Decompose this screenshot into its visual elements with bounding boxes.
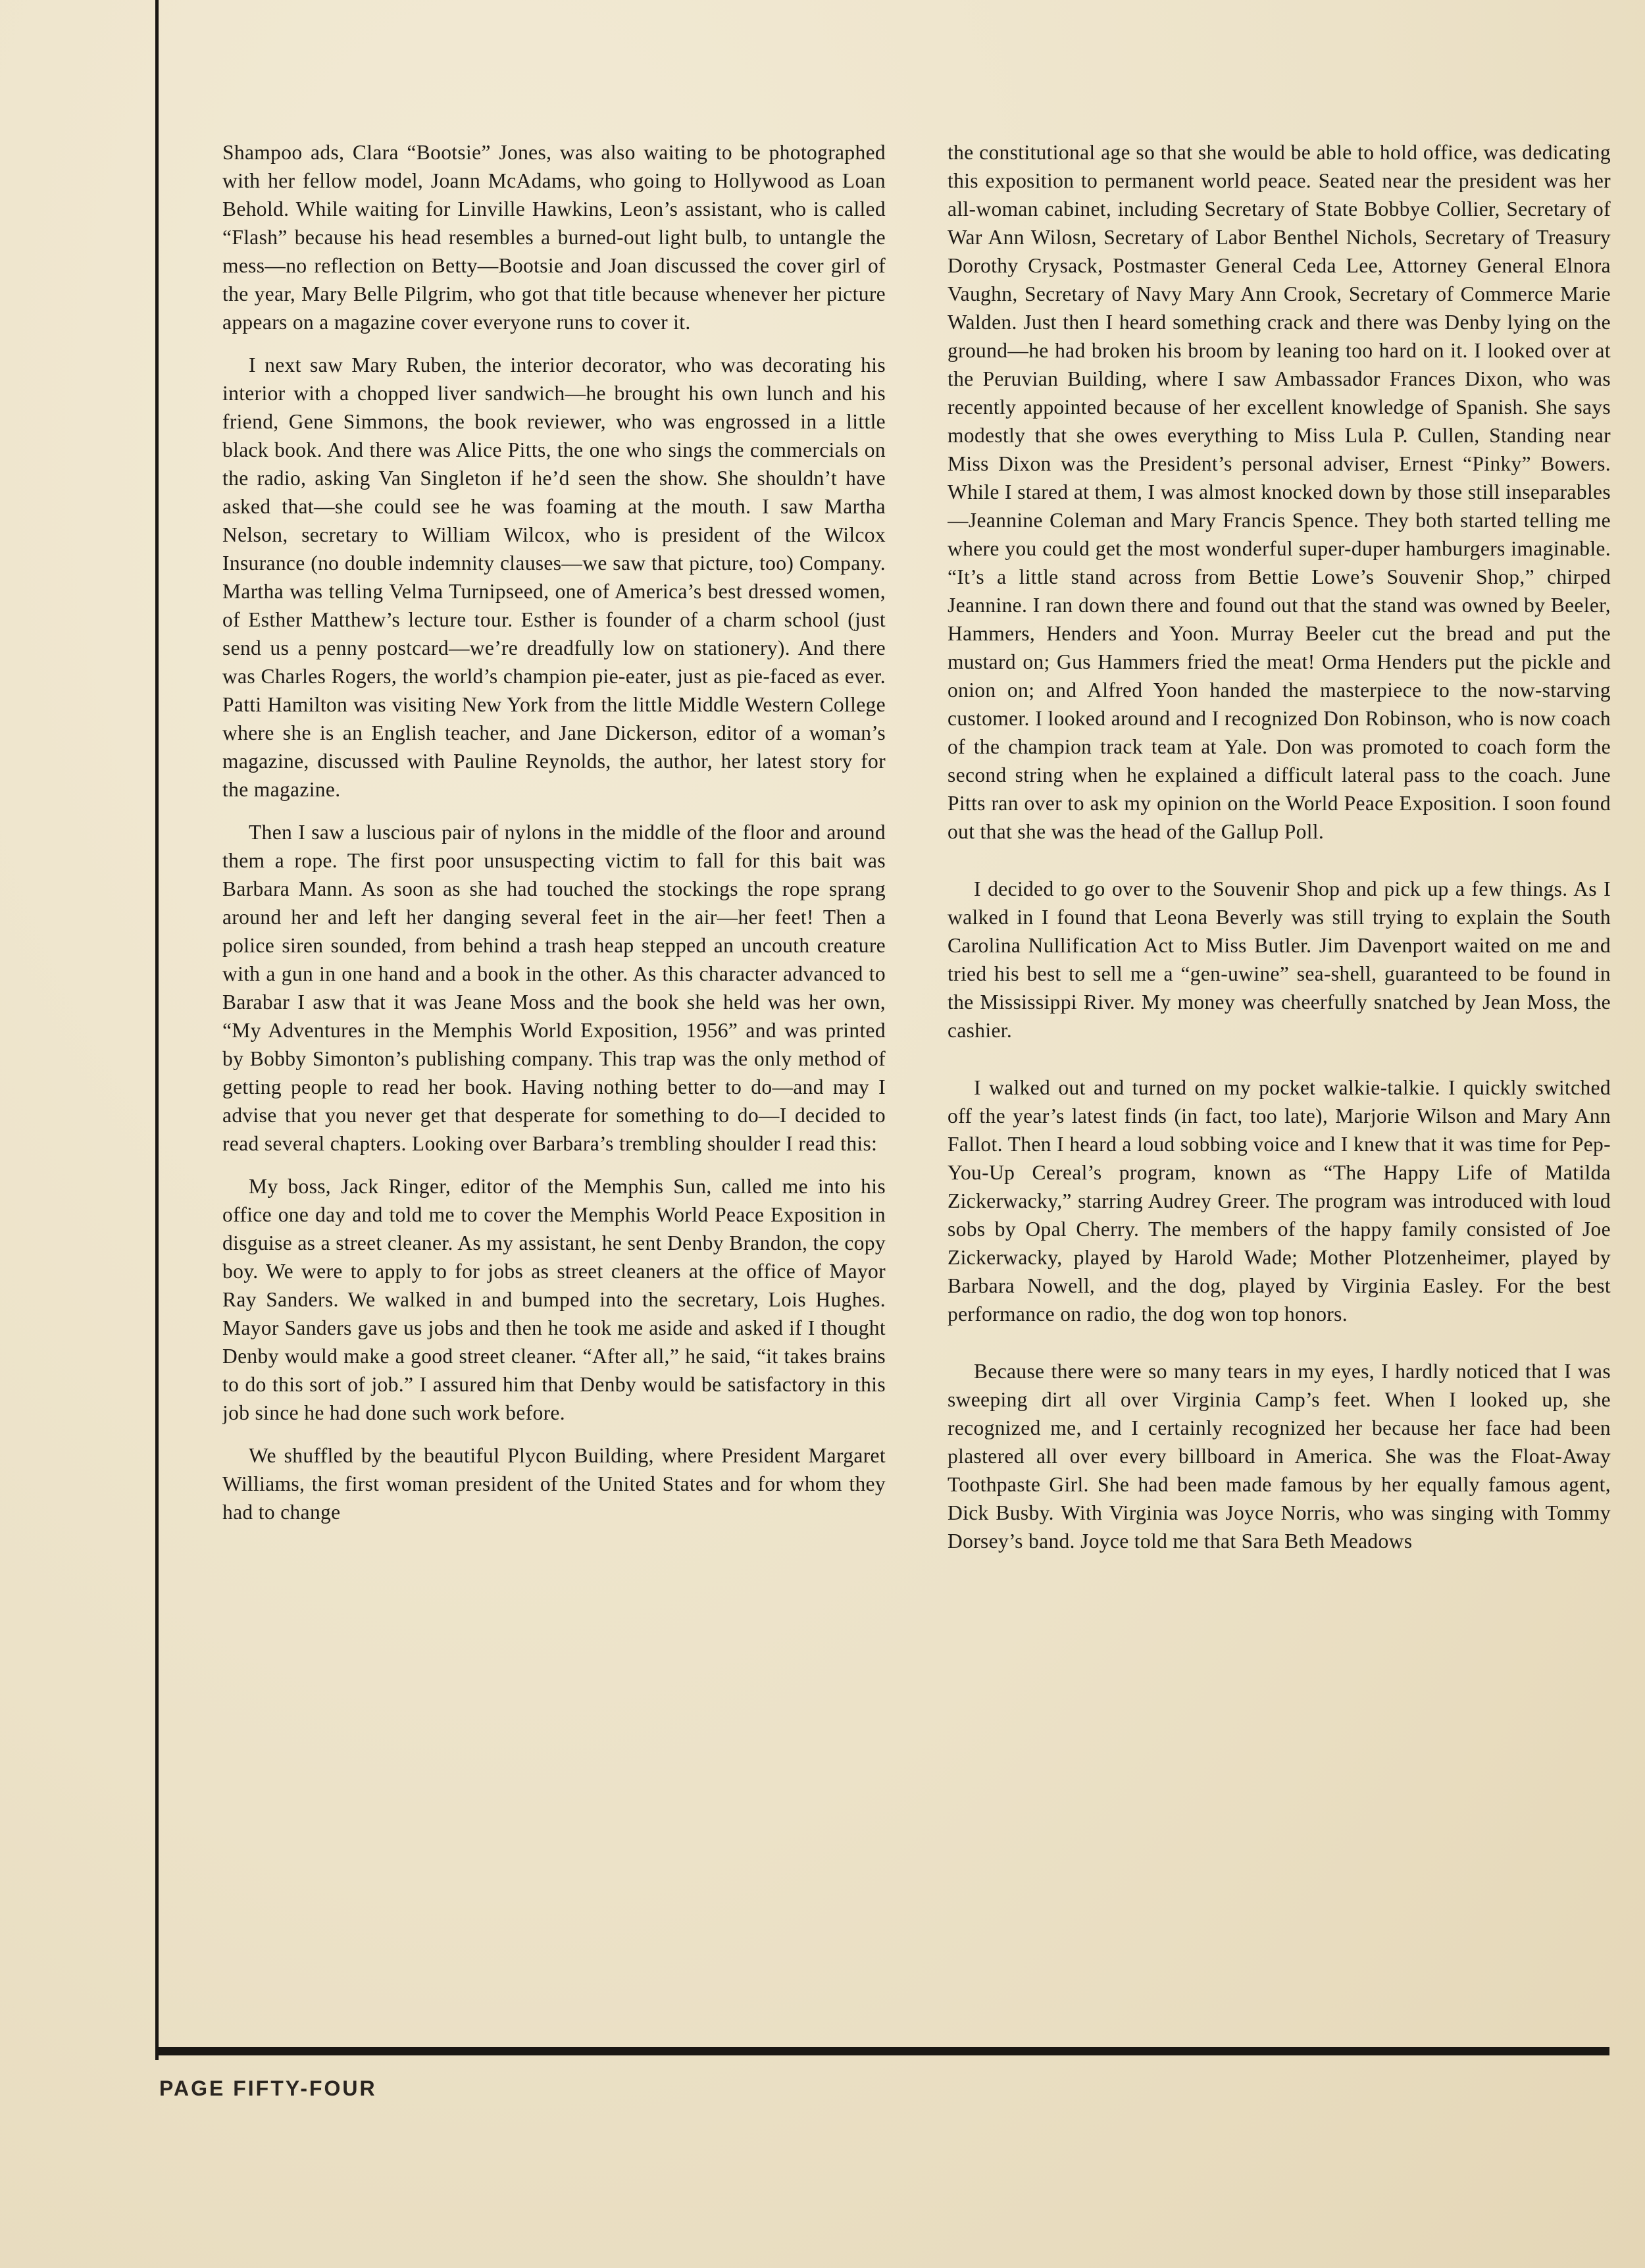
paragraph: Because there were so many tears in my eyes, I hardly noticed that I was sweeping dirt all over Virginia Camp’s feet. When I looked up, she recognized me, and I certainly recognized her because her face had been plastered all over every billboard in America. She was the Float-Away Toothpaste Girl. She had been made famous by her equally famous agent, Dick Busby. With Virginia was Joyce Norris, who was singing with Tommy Dorsey’s band. Joyce told me that Sara Beth Meadows xyxy=(948,1360,1611,1553)
left-border-rule xyxy=(155,0,159,2060)
paragraph: Shampoo ads, Clara “Bootsie” Jones, was also waiting to be photographed with her fellow model, Joann McAdams, who going to Hollywood as Loan Behold. While waiting for Linville Hawkins, Leon’s assistant, who is called “Flash” because his head resembles a burned-out light bulb, to untangle the mess—no reflection on Betty—Bootsie and Joan discussed the cover girl of the year, Mary Belle Pilgrim, who got that title because whenever her picture appears on a magazine cover everyone runs to cover it. xyxy=(222,141,886,334)
left-text-column xyxy=(222,138,886,2001)
paragraph: I walked out and turned on my pocket walkie-talkie. I quickly switched off the year’s latest finds (in fact, too late), Marjorie Wilson and Mary Ann Fallot. Then I heard a loud sobbing voice and I knew that it was time for Pep-You-Up Cereal’s program, known as “The Happy Life of Matilda Zickerwacky,” starring Audrey Greer. The program was introduced with loud sobs by Opal Cherry. The members of the happy family consisted of Joe Zickerwacky, played by Harold Wade; Mother Plotzenheimer, played by Barbara Nowell, and the dog, played by Virginia Easley. For the best performance on radio, the dog won top honors. xyxy=(948,1076,1611,1326)
paragraph: My boss, Jack Ringer, editor of the Memphis Sun, called me into his office one day and told me to cover the Memphis World Peace Exposition in disguise as a street cleaner. As my assistant, he sent Denby Brandon, the copy boy. We were to apply to for jobs as street cleaners at the office of Mayor Ray Sanders. We walked in and bumped into the secretary, Lois Hughes. Mayor Sanders gave us jobs and then he took me aside and asked if I thought Denby would make a good street cleaner. “After all,” he said, “it takes brains to do this sort of job.” I assured him that Denby would be satisfactory in this job since he had done such work before. xyxy=(222,1175,886,1424)
page-number: PAGE FIFTY-FOUR xyxy=(159,2076,377,2100)
bottom-border-rule xyxy=(159,2047,1609,2055)
paragraph: I decided to go over to the Souvenir Shop and pick up a few things. As I walked in I found that Leona Beverly was still trying to explain the South Carolina Nullification Act to Miss Butler. Jim Davenport waited on me and tried his best to sell me a “gen-uwine” sea-shell, guaranteed to be found in the Mississippi River. My money was cheerfully snatched by Jean Moss, the cashier. xyxy=(948,877,1611,1042)
paragraph: the constitutional age so that she would be able to hold office, was dedicating this exposition to permanent world peace. Seated near the president was her all-woman cabinet, including Secretary of State Bobbye Collier, Secretary of War Ann Wilosn, Secretary of Labor Benthel Nichols, Secretary of Treasury Dorothy Crysack, Postmaster General Ceda Lee, Attorney General Elnora Vaughn, Secretary of Navy Mary Ann Crook, Secretary of Commerce Marie Walden. Just then I heard something crack and there was Denby lying on the ground—he had broken his broom by leaning too hard on it. I looked over at the Peruvian Building, where I saw Ambassador Frances Dixon, who was recently appointed because of her excellent knowledge of Spanish. She says modestly that she owes everything to Miss Lula P. Cullen, Standing near Miss Dixon was the President’s personal adviser, Ernest “Pinky” Bowers. While I stared at them, I was almost knocked down by those still inseparables—Jeannine Coleman and Mary Francis Spence. They both started telling me where you could get the most wonderful super-duper hamburgers imaginable. “It’s a little stand across from Bettie Lowe’s Souvenir Shop,” chirped Jeannine. I ran down there and found out that the stand was owned by Beeler, Hammers, Henders and Yoon. Murray Beeler cut the bread and put the mustard on; Gus Hammers fried the meat! Orma Henders put the pickle and onion on; and Alfred Yoon handed the masterpiece to the now-starving customer. I looked around and I recognized Don Robinson, who is now coach of the champion track team at Yale. Don was promoted to coach form the second string when he explained a difficult lateral pass to the coach. June Pitts ran over to ask my opinion on the World Peace Exposition. I soon found out that she was the head of the Gallup Poll. xyxy=(948,141,1611,843)
paragraph: Then I saw a luscious pair of nylons in the middle of the floor and around them a rope. The first poor unsuspecting victim to fall for this bait was Barbara Mann. As soon as she had touched the stockings the rope sprang around her and left her danging several feet in the air—her feet! Then a police siren sounded, from behind a trash heap stepped an uncouth creature with a gun in one hand and a book in the other. As this character advanced to Barabar I asw that it was Jeane Moss and the book she held was her own, “My Adventures in the Memphis World Exposition, 1956” and was printed by Bobby Simonton’s publishing company. This trap was the only method of getting people to read her book. Having nothing better to do—and may I advise that you never get that desperate for something to do—I decided to read several chapters. Looking over Barbara’s trembling shoulder I read this: xyxy=(222,821,886,1155)
paragraph: I next saw Mary Ruben, the interior decorator, who was decorating his interior with a chopped liver sandwich—he brought his own lunch and his friend, Gene Simmons, the book reviewer, who was engrossed in a little black book. And there was Alice Pitts, the one who sings the commercials on the radio, asking Van Singleton if he’d seen the show. She shouldn’t have asked that—she could see he was foaming at the mouth. I saw Martha Nelson, secretary to William Wilcox, who is president of the Wilcox Insurance (no double indemnity clauses—we saw that picture, too) Company. Martha was telling Velma Turnipseed, one of America’s best dressed women, of Esther Matthew’s lecture tour. Esther is founder of a charm school (just send us a penny postcard—we’re dreadfully low on stationery). And there was Charles Rogers, the world’s champion pie-eater, just as pie-faced as ever. Patti Hamilton was visiting New York from the little Middle Western College where she is an English teacher, and Jane Dickerson, editor of a woman’s magazine, discussed with Pauline Reynolds, the author, her latest story for the magazine. xyxy=(222,353,886,801)
paragraph: We shuffled by the beautiful Plycon Building, where President Margaret Williams, the first woman president of the United States and for whom they had to change xyxy=(222,1444,886,1524)
right-text-column xyxy=(948,138,1611,2001)
